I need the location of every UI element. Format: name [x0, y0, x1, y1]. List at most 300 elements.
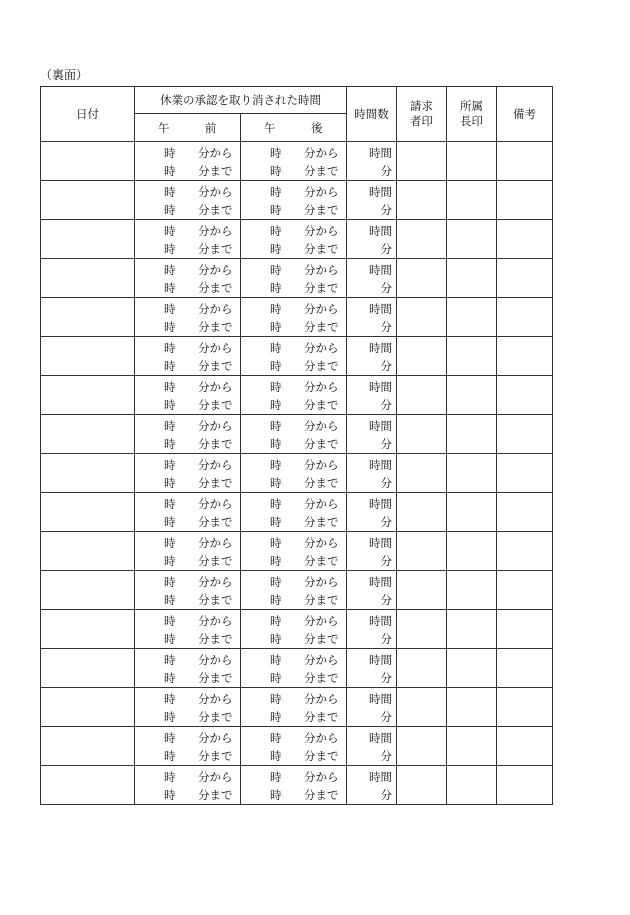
date-cell[interactable]	[41, 220, 135, 259]
record-row	[41, 142, 553, 181]
record-row	[41, 337, 553, 376]
pm-end-hour-label: 時	[270, 671, 282, 685]
requester-seal-cell[interactable]	[397, 259, 447, 298]
am-end-minute-label: 分まで	[198, 164, 233, 178]
pm-start-hour-label: 時	[270, 458, 282, 472]
dept-head-seal-cell[interactable]	[447, 766, 497, 805]
date-cell[interactable]	[41, 298, 135, 337]
record-row	[41, 493, 553, 532]
dept-head-seal-cell[interactable]	[447, 415, 497, 454]
hours-unit-label: 時間	[369, 614, 392, 628]
am-header-char-1: 午	[158, 121, 170, 135]
pm-end-hour-label: 時	[270, 164, 282, 178]
date-cell[interactable]	[41, 142, 135, 181]
am-time-cell[interactable]	[135, 220, 241, 259]
am-time-cell[interactable]	[135, 610, 241, 649]
date-cell[interactable]	[41, 337, 135, 376]
am-end-hour-label: 時	[164, 515, 176, 529]
pm-time-cell[interactable]	[241, 571, 347, 610]
am-time-cell[interactable]	[135, 415, 241, 454]
date-cell[interactable]	[41, 571, 135, 610]
record-row	[41, 688, 553, 727]
dept-head-seal-line-2: 長印	[460, 114, 483, 128]
remarks-cell[interactable]	[497, 220, 553, 259]
pm-end-minute-label: 分まで	[304, 320, 339, 334]
am-start-hour-label: 時	[164, 770, 176, 784]
remarks-cell[interactable]	[497, 181, 553, 220]
pm-header-char-1: 午	[264, 121, 276, 135]
am-end-minute-label: 分まで	[198, 593, 233, 607]
pm-start-hour-label: 時	[270, 263, 282, 277]
remarks-cell[interactable]	[497, 610, 553, 649]
am-start-hour-label: 時	[164, 614, 176, 628]
pm-end-minute-label: 分まで	[304, 281, 339, 295]
pm-start-hour-label: 時	[270, 692, 282, 706]
record-row	[41, 571, 553, 610]
am-end-hour-label: 時	[164, 632, 176, 646]
am-end-hour-label: 時	[164, 437, 176, 451]
hours-unit-label: 時間	[369, 224, 392, 238]
am-start-hour-label: 時	[164, 419, 176, 433]
pm-end-hour-label: 時	[270, 593, 282, 607]
pm-end-minute-label: 分まで	[304, 710, 339, 724]
pm-start-hour-label: 時	[270, 497, 282, 511]
am-end-hour-label: 時	[164, 554, 176, 568]
remarks-cell[interactable]	[497, 571, 553, 610]
am-start-minute-label: 分から	[198, 692, 233, 706]
pm-end-minute-label: 分まで	[304, 398, 339, 412]
am-start-minute-label: 分から	[198, 185, 233, 199]
minutes-unit-label: 分	[380, 359, 392, 373]
pm-end-minute-label: 分まで	[304, 164, 339, 178]
record-rows	[41, 142, 553, 805]
am-start-minute-label: 分から	[198, 770, 233, 784]
pm-time-cell[interactable]	[241, 688, 347, 727]
requester-seal-cell[interactable]	[397, 610, 447, 649]
am-header	[135, 114, 241, 142]
pm-start-minute-label: 分から	[304, 146, 339, 160]
dept-head-seal-cell[interactable]	[447, 727, 497, 766]
dept-head-seal-cell[interactable]	[447, 571, 497, 610]
am-end-minute-label: 分まで	[198, 203, 233, 217]
date-cell[interactable]	[41, 532, 135, 571]
record-row	[41, 376, 553, 415]
am-start-hour-label: 時	[164, 263, 176, 277]
minutes-unit-label: 分	[380, 593, 392, 607]
requester-seal-cell[interactable]	[397, 220, 447, 259]
pm-end-hour-label: 時	[270, 515, 282, 529]
dept-head-seal-line-1: 所属	[460, 99, 483, 113]
pm-end-hour-label: 時	[270, 242, 282, 256]
pm-end-hour-label: 時	[270, 749, 282, 763]
am-start-hour-label: 時	[164, 146, 176, 160]
am-end-minute-label: 分まで	[198, 632, 233, 646]
pm-start-minute-label: 分から	[304, 380, 339, 394]
am-start-minute-label: 分から	[198, 497, 233, 511]
pm-time-cell[interactable]	[241, 259, 347, 298]
am-start-hour-label: 時	[164, 341, 176, 355]
minutes-unit-label: 分	[380, 164, 392, 178]
am-end-minute-label: 分まで	[198, 554, 233, 568]
dept-head-seal-cell[interactable]	[447, 181, 497, 220]
am-start-minute-label: 分から	[198, 653, 233, 667]
am-start-minute-label: 分から	[198, 302, 233, 316]
minutes-unit-label: 分	[380, 671, 392, 685]
hours-unit-label: 時間	[369, 653, 392, 667]
am-header-char-2: 前	[205, 121, 217, 135]
dept-head-seal-cell[interactable]	[447, 649, 497, 688]
remarks-cell[interactable]	[497, 688, 553, 727]
am-end-hour-label: 時	[164, 749, 176, 763]
remarks-header: 備考	[497, 87, 553, 142]
hours-unit-label: 時間	[369, 731, 392, 745]
dept-head-seal-cell[interactable]	[447, 532, 497, 571]
hours-cell[interactable]	[347, 727, 397, 766]
pm-time-cell[interactable]	[241, 298, 347, 337]
am-time-cell[interactable]	[135, 181, 241, 220]
remarks-cell[interactable]	[497, 298, 553, 337]
pm-end-minute-label: 分まで	[304, 515, 339, 529]
dept-head-seal-cell[interactable]	[447, 220, 497, 259]
am-start-hour-label: 時	[164, 224, 176, 238]
am-end-minute-label: 分まで	[198, 281, 233, 295]
pm-time-cell[interactable]	[241, 532, 347, 571]
hours-cell[interactable]	[347, 610, 397, 649]
remarks-cell[interactable]	[497, 493, 553, 532]
hours-cell[interactable]	[347, 571, 397, 610]
date-cell[interactable]	[41, 376, 135, 415]
hours-cell[interactable]	[347, 298, 397, 337]
pm-end-hour-label: 時	[270, 554, 282, 568]
date-cell[interactable]	[41, 610, 135, 649]
pm-time-cell[interactable]	[241, 610, 347, 649]
hours-cell[interactable]	[347, 454, 397, 493]
requester-seal-cell[interactable]	[397, 649, 447, 688]
hours-cell[interactable]	[347, 376, 397, 415]
am-start-hour-label: 時	[164, 692, 176, 706]
requester-seal-cell[interactable]	[397, 337, 447, 376]
pm-header-char-2: 後	[311, 121, 323, 135]
pm-start-hour-label: 時	[270, 575, 282, 589]
pm-start-hour-label: 時	[270, 341, 282, 355]
hours-cell[interactable]	[347, 415, 397, 454]
record-row	[41, 415, 553, 454]
am-time-cell[interactable]	[135, 142, 241, 181]
date-cell[interactable]	[41, 766, 135, 805]
pm-end-minute-label: 分まで	[304, 554, 339, 568]
pm-end-minute-label: 分まで	[304, 242, 339, 256]
am-time-cell[interactable]	[135, 532, 241, 571]
hours-unit-label: 時間	[369, 770, 392, 784]
pm-end-minute-label: 分まで	[304, 203, 339, 217]
record-row	[41, 766, 553, 805]
am-end-hour-label: 時	[164, 242, 176, 256]
cancellation-record-table	[40, 86, 553, 805]
am-start-hour-label: 時	[164, 653, 176, 667]
am-time-cell[interactable]	[135, 376, 241, 415]
am-end-hour-label: 時	[164, 788, 176, 802]
pm-end-hour-label: 時	[270, 281, 282, 295]
hours-header: 時間数	[347, 87, 397, 142]
am-start-minute-label: 分から	[198, 458, 233, 472]
requester-seal-cell[interactable]	[397, 376, 447, 415]
pm-start-minute-label: 分から	[304, 263, 339, 277]
pm-start-hour-label: 時	[270, 146, 282, 160]
remarks-cell[interactable]	[497, 649, 553, 688]
record-row	[41, 610, 553, 649]
hours-unit-label: 時間	[369, 692, 392, 706]
hours-unit-label: 時間	[369, 458, 392, 472]
am-end-minute-label: 分まで	[198, 398, 233, 412]
hours-cell[interactable]	[347, 532, 397, 571]
dept-head-seal-cell[interactable]	[447, 376, 497, 415]
dept-head-seal-cell[interactable]	[447, 688, 497, 727]
dept-head-seal-header	[447, 87, 497, 142]
am-time-cell[interactable]	[135, 571, 241, 610]
am-start-minute-label: 分から	[198, 419, 233, 433]
requester-seal-line-1: 請求	[410, 99, 433, 113]
am-start-hour-label: 時	[164, 731, 176, 745]
am-end-minute-label: 分まで	[198, 437, 233, 451]
pm-start-hour-label: 時	[270, 185, 282, 199]
am-start-minute-label: 分から	[198, 614, 233, 628]
hours-cell[interactable]	[347, 259, 397, 298]
pm-start-minute-label: 分から	[304, 302, 339, 316]
hours-cell[interactable]	[347, 337, 397, 376]
hours-cell[interactable]	[347, 220, 397, 259]
am-end-minute-label: 分まで	[198, 359, 233, 373]
pm-start-hour-label: 時	[270, 536, 282, 550]
remarks-cell[interactable]	[497, 454, 553, 493]
pm-start-hour-label: 時	[270, 770, 282, 784]
am-end-hour-label: 時	[164, 281, 176, 295]
am-start-minute-label: 分から	[198, 731, 233, 745]
pm-end-hour-label: 時	[270, 359, 282, 373]
dept-head-seal-cell[interactable]	[447, 454, 497, 493]
am-end-minute-label: 分まで	[198, 749, 233, 763]
page-side-label: （裏面）	[40, 68, 89, 82]
pm-end-minute-label: 分まで	[304, 359, 339, 373]
am-end-hour-label: 時	[164, 593, 176, 607]
hours-unit-label: 時間	[369, 146, 392, 160]
pm-time-cell[interactable]	[241, 415, 347, 454]
requester-seal-line-2: 者印	[410, 114, 433, 128]
minutes-unit-label: 分	[380, 476, 392, 490]
requester-seal-cell[interactable]	[397, 571, 447, 610]
am-start-hour-label: 時	[164, 185, 176, 199]
hours-cell[interactable]	[347, 493, 397, 532]
hours-unit-label: 時間	[369, 380, 392, 394]
hours-cell[interactable]	[347, 181, 397, 220]
date-cell[interactable]	[41, 259, 135, 298]
am-time-cell[interactable]	[135, 727, 241, 766]
pm-end-hour-label: 時	[270, 710, 282, 724]
requester-seal-cell[interactable]	[397, 766, 447, 805]
dept-head-seal-cell[interactable]	[447, 610, 497, 649]
pm-start-minute-label: 分から	[304, 770, 339, 784]
am-time-cell[interactable]	[135, 259, 241, 298]
record-row	[41, 259, 553, 298]
requester-seal-cell[interactable]	[397, 727, 447, 766]
pm-time-cell[interactable]	[241, 649, 347, 688]
hours-unit-label: 時間	[369, 497, 392, 511]
pm-time-cell[interactable]	[241, 142, 347, 181]
requester-seal-cell[interactable]	[397, 454, 447, 493]
am-end-hour-label: 時	[164, 203, 176, 217]
pm-end-hour-label: 時	[270, 398, 282, 412]
minutes-unit-label: 分	[380, 632, 392, 646]
pm-start-hour-label: 時	[270, 380, 282, 394]
pm-start-hour-label: 時	[270, 224, 282, 238]
remarks-cell[interactable]	[497, 727, 553, 766]
am-end-hour-label: 時	[164, 476, 176, 490]
date-cell[interactable]	[41, 415, 135, 454]
pm-time-cell[interactable]	[241, 493, 347, 532]
am-time-cell[interactable]	[135, 766, 241, 805]
minutes-unit-label: 分	[380, 515, 392, 529]
pm-start-minute-label: 分から	[304, 614, 339, 628]
am-time-cell[interactable]	[135, 688, 241, 727]
pm-end-minute-label: 分まで	[304, 749, 339, 763]
hours-unit-label: 時間	[369, 536, 392, 550]
hours-unit-label: 時間	[369, 302, 392, 316]
am-start-hour-label: 時	[164, 575, 176, 589]
am-start-hour-label: 時	[164, 497, 176, 511]
pm-end-minute-label: 分まで	[304, 788, 339, 802]
pm-time-cell[interactable]	[241, 766, 347, 805]
record-row	[41, 727, 553, 766]
hours-cell[interactable]	[347, 766, 397, 805]
dept-head-seal-cell[interactable]	[447, 337, 497, 376]
am-time-cell[interactable]	[135, 493, 241, 532]
pm-start-hour-label: 時	[270, 419, 282, 433]
pm-start-hour-label: 時	[270, 653, 282, 667]
pm-end-minute-label: 分まで	[304, 593, 339, 607]
hours-cell[interactable]	[347, 649, 397, 688]
remarks-cell[interactable]	[497, 337, 553, 376]
record-row	[41, 532, 553, 571]
requester-seal-cell[interactable]	[397, 688, 447, 727]
minutes-unit-label: 分	[380, 749, 392, 763]
minutes-unit-label: 分	[380, 320, 392, 334]
date-cell[interactable]	[41, 493, 135, 532]
am-time-cell[interactable]	[135, 454, 241, 493]
am-time-cell[interactable]	[135, 337, 241, 376]
am-end-hour-label: 時	[164, 164, 176, 178]
pm-start-minute-label: 分から	[304, 653, 339, 667]
am-end-hour-label: 時	[164, 398, 176, 412]
dept-head-seal-cell[interactable]	[447, 259, 497, 298]
date-cell[interactable]	[41, 181, 135, 220]
minutes-unit-label: 分	[380, 437, 392, 451]
pm-start-minute-label: 分から	[304, 341, 339, 355]
pm-start-hour-label: 時	[270, 731, 282, 745]
minutes-unit-label: 分	[380, 398, 392, 412]
requester-seal-cell[interactable]	[397, 142, 447, 181]
requester-seal-cell[interactable]	[397, 532, 447, 571]
pm-end-hour-label: 時	[270, 320, 282, 334]
hours-cell[interactable]	[347, 142, 397, 181]
am-end-minute-label: 分まで	[198, 476, 233, 490]
date-cell[interactable]	[41, 727, 135, 766]
am-end-minute-label: 分まで	[198, 320, 233, 334]
hours-unit-label: 時間	[369, 575, 392, 589]
remarks-cell[interactable]	[497, 766, 553, 805]
am-start-hour-label: 時	[164, 536, 176, 550]
am-start-hour-label: 時	[164, 380, 176, 394]
remarks-cell[interactable]	[497, 259, 553, 298]
requester-seal-cell[interactable]	[397, 181, 447, 220]
pm-start-minute-label: 分から	[304, 692, 339, 706]
am-end-hour-label: 時	[164, 320, 176, 334]
am-start-minute-label: 分から	[198, 536, 233, 550]
requester-seal-cell[interactable]	[397, 298, 447, 337]
requester-seal-cell[interactable]	[397, 415, 447, 454]
remarks-cell[interactable]	[497, 415, 553, 454]
pm-start-hour-label: 時	[270, 302, 282, 316]
hours-cell[interactable]	[347, 688, 397, 727]
pm-time-cell[interactable]	[241, 337, 347, 376]
am-start-minute-label: 分から	[198, 224, 233, 238]
am-start-hour-label: 時	[164, 302, 176, 316]
hours-unit-label: 時間	[369, 185, 392, 199]
record-row	[41, 181, 553, 220]
requester-seal-cell[interactable]	[397, 493, 447, 532]
dept-head-seal-cell[interactable]	[447, 142, 497, 181]
am-start-minute-label: 分から	[198, 380, 233, 394]
remarks-cell[interactable]	[497, 376, 553, 415]
remarks-cell[interactable]	[497, 532, 553, 571]
pm-end-minute-label: 分まで	[304, 671, 339, 685]
pm-end-hour-label: 時	[270, 632, 282, 646]
minutes-unit-label: 分	[380, 554, 392, 568]
pm-time-cell[interactable]	[241, 220, 347, 259]
remarks-cell[interactable]	[497, 142, 553, 181]
pm-start-minute-label: 分から	[304, 731, 339, 745]
date-cell[interactable]	[41, 688, 135, 727]
am-end-hour-label: 時	[164, 671, 176, 685]
pm-time-cell[interactable]	[241, 376, 347, 415]
pm-start-minute-label: 分から	[304, 497, 339, 511]
pm-end-hour-label: 時	[270, 203, 282, 217]
record-row	[41, 454, 553, 493]
pm-header	[241, 114, 347, 142]
requester-seal-header	[397, 87, 447, 142]
am-time-cell[interactable]	[135, 649, 241, 688]
pm-time-cell[interactable]	[241, 727, 347, 766]
record-row	[41, 220, 553, 259]
pm-end-hour-label: 時	[270, 437, 282, 451]
pm-end-minute-label: 分まで	[304, 632, 339, 646]
am-end-minute-label: 分まで	[198, 710, 233, 724]
am-time-cell[interactable]	[135, 298, 241, 337]
record-row	[41, 298, 553, 337]
date-cell[interactable]	[41, 649, 135, 688]
hours-unit-label: 時間	[369, 341, 392, 355]
dept-head-seal-cell[interactable]	[447, 298, 497, 337]
am-end-minute-label: 分まで	[198, 242, 233, 256]
am-start-minute-label: 分から	[198, 341, 233, 355]
pm-time-cell[interactable]	[241, 454, 347, 493]
hours-unit-label: 時間	[369, 263, 392, 277]
pm-start-minute-label: 分から	[304, 185, 339, 199]
am-end-hour-label: 時	[164, 710, 176, 724]
dept-head-seal-cell[interactable]	[447, 493, 497, 532]
am-start-minute-label: 分から	[198, 146, 233, 160]
date-cell[interactable]	[41, 454, 135, 493]
pm-time-cell[interactable]	[241, 181, 347, 220]
am-start-hour-label: 時	[164, 458, 176, 472]
